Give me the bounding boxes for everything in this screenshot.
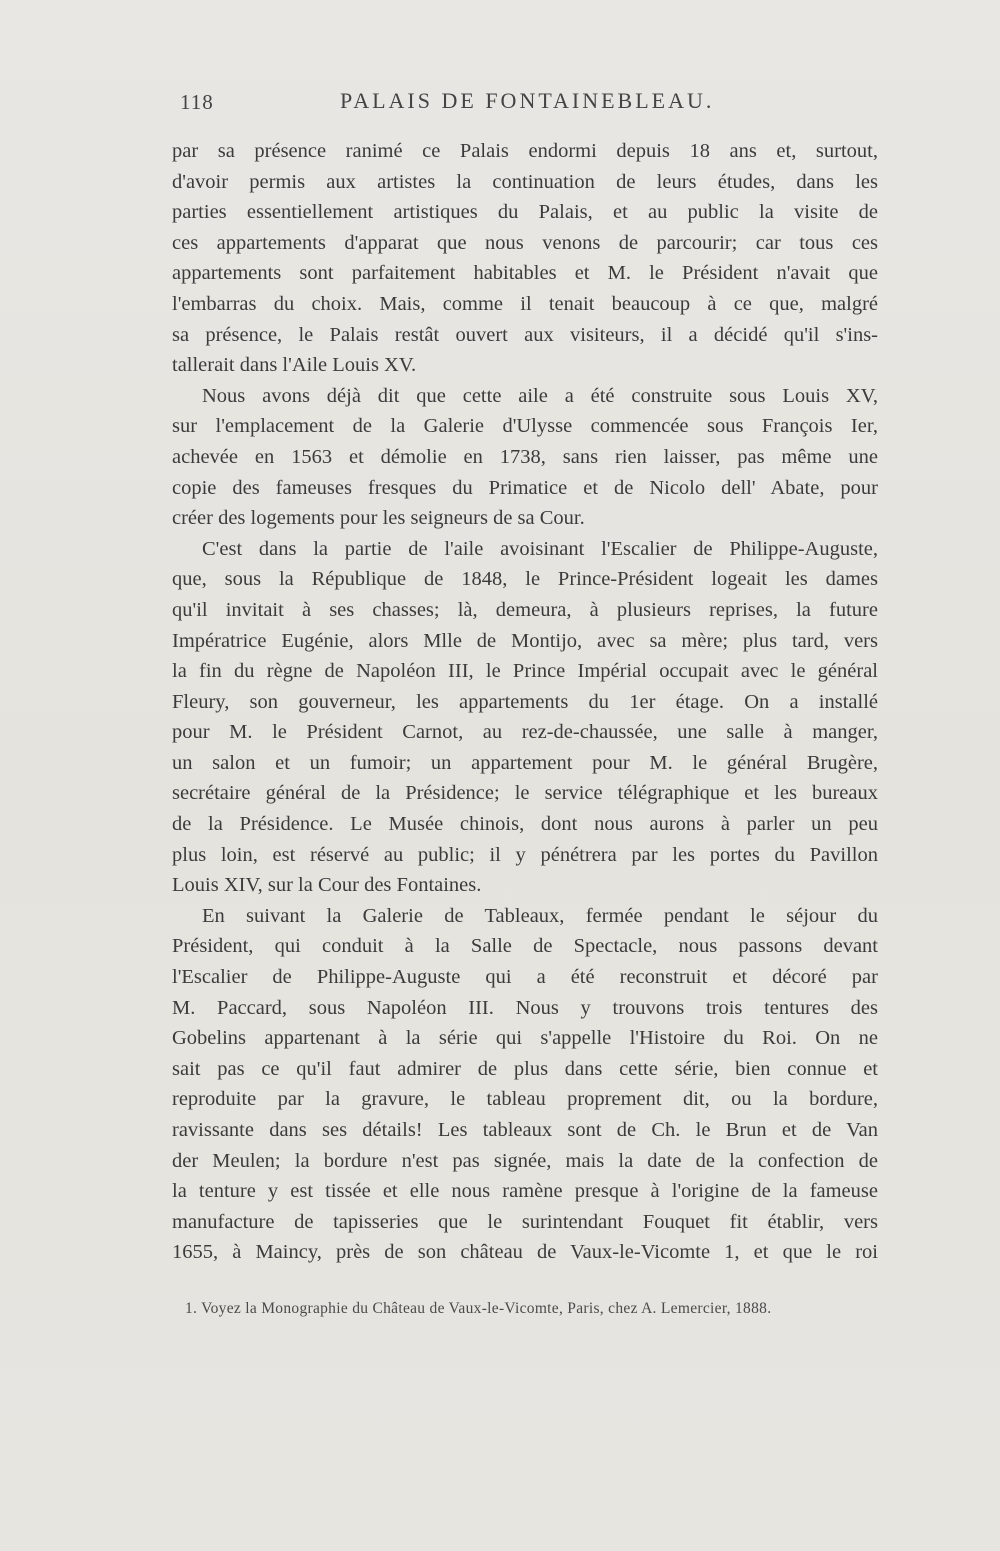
text-line: Président, qui conduit à la Salle de Spectacle, nous passons devant: [172, 935, 878, 958]
body-text: [172, 136, 878, 1268]
text-line: que, sous la République de 1848, le Prince-Président logeait les dames: [172, 568, 878, 591]
text-line: En suivant la Galerie de Tableaux, fermée pendant le séjour du: [202, 904, 878, 927]
text-line: un salon et un fumoir; un appartement pour M. le général Brugère,: [172, 751, 878, 774]
text-line: sur l'emplacement de la Galerie d'Ulysse commencée sous François Ier,: [172, 415, 878, 438]
text-line: ravissante dans ses détails! Les tableaux sont de Ch. le Brun et de Van: [172, 1119, 878, 1141]
text-line: l'Escalier de Philippe-Auguste qui a été reconstruit et décoré par: [172, 966, 878, 989]
text-line: l'embarras du choix. Mais, comme il tenait beaucoup à ce que, malgré: [172, 292, 878, 315]
running-title: PALAIS DE FONTAINEBLEAU.: [340, 88, 715, 113]
text-line: achevée en 1563 et démolie en 1738, sans rien laisser, pas même une: [172, 445, 878, 468]
text-line: Fleury, son gouverneur, les appartements du 1er étage. On a installé: [172, 690, 878, 713]
text-line: secrétaire général de la Présidence; le service télégraphique et les bureaux: [172, 782, 878, 805]
text-line: der Meulen; la bordure n'est pas signée, mais la date de la confection de: [172, 1149, 878, 1172]
text-line: sait pas ce qu'il faut admirer de plus dans cette série, bien connue et: [172, 1057, 878, 1080]
text-line: pour M. le Président Carnot, au rez-de-chaussée, une salle à manger,: [172, 721, 878, 744]
text-line: C'est dans la partie de l'aile avoisinant l'Escalier de Philippe-Auguste,: [202, 537, 878, 560]
text-line: Louis XIV, sur la Cour des Fontaines.: [172, 874, 482, 897]
text-line: la fin du règne de Napoléon III, le Prince Impérial occupait avec le général: [172, 660, 878, 683]
text-line: créer des logements pour les seigneurs de sa Cour.: [172, 507, 585, 530]
text-line: la tenture y est tissée et elle nous ramène presque à l'origine de la fameuse: [172, 1180, 878, 1203]
text-line: plus loin, est réservé au public; il y pénétrera par les portes du Pavillon: [172, 843, 878, 866]
text-line: Gobelins appartenant à la série qui s'appelle l'Histoire du Roi. On ne: [172, 1027, 878, 1050]
text-line: ces appartements d'apparat que nous venons de parcourir; car tous ces: [172, 231, 878, 254]
text-line: Nous avons déjà dit que cette aile a été construite sous Louis XV,: [202, 384, 878, 407]
text-line: d'avoir permis aux artistes la continuation de leurs études, dans les: [172, 170, 878, 193]
text-line: appartements sont parfaitement habitables et M. le Président n'avait que: [172, 262, 878, 285]
text-line: manufacture de tapisseries que le surintendant Fouquet fit établir, vers: [172, 1210, 878, 1233]
footnote: 1. Voyez la Monographie du Château de Vaux-le-Vicomte, Paris, chez A. Lemercier, 1888.: [185, 1300, 772, 1317]
text-line: sa présence, le Palais restât ouvert aux visiteurs, il a décidé qu'il s'ins-: [172, 323, 878, 346]
text-line: qu'il invitait à ses chasses; là, demeura, à plusieurs reprises, la future: [172, 598, 878, 621]
page-header: [180, 84, 880, 120]
text-line: copie des fameuses fresques du Primatice et de Nicolo dell' Abate, pour: [172, 476, 878, 499]
text-line: reproduite par la gravure, le tableau proprement dit, ou la bordure,: [172, 1088, 878, 1111]
page-number: 118: [180, 90, 214, 114]
text-line: de la Présidence. Le Musée chinois, dont nous aurons à parler un peu: [172, 813, 878, 836]
text-line: tallerait dans l'Aile Louis XV.: [172, 354, 417, 377]
text-line: par sa présence ranimé ce Palais endormi depuis 18 ans et, surtout,: [172, 140, 878, 162]
text-line: M. Paccard, sous Napoléon III. Nous y trouvons trois tentures des: [172, 996, 878, 1019]
text-line: parties essentiellement artistiques du Palais, et au public la visite de: [172, 201, 878, 224]
text-line: 1655, à Maincy, près de son château de Vaux-le-Vicomte 1, et que le roi: [172, 1241, 878, 1264]
text-line: Impératrice Eugénie, alors Mlle de Montijo, avec sa mère; plus tard, vers: [172, 629, 878, 652]
